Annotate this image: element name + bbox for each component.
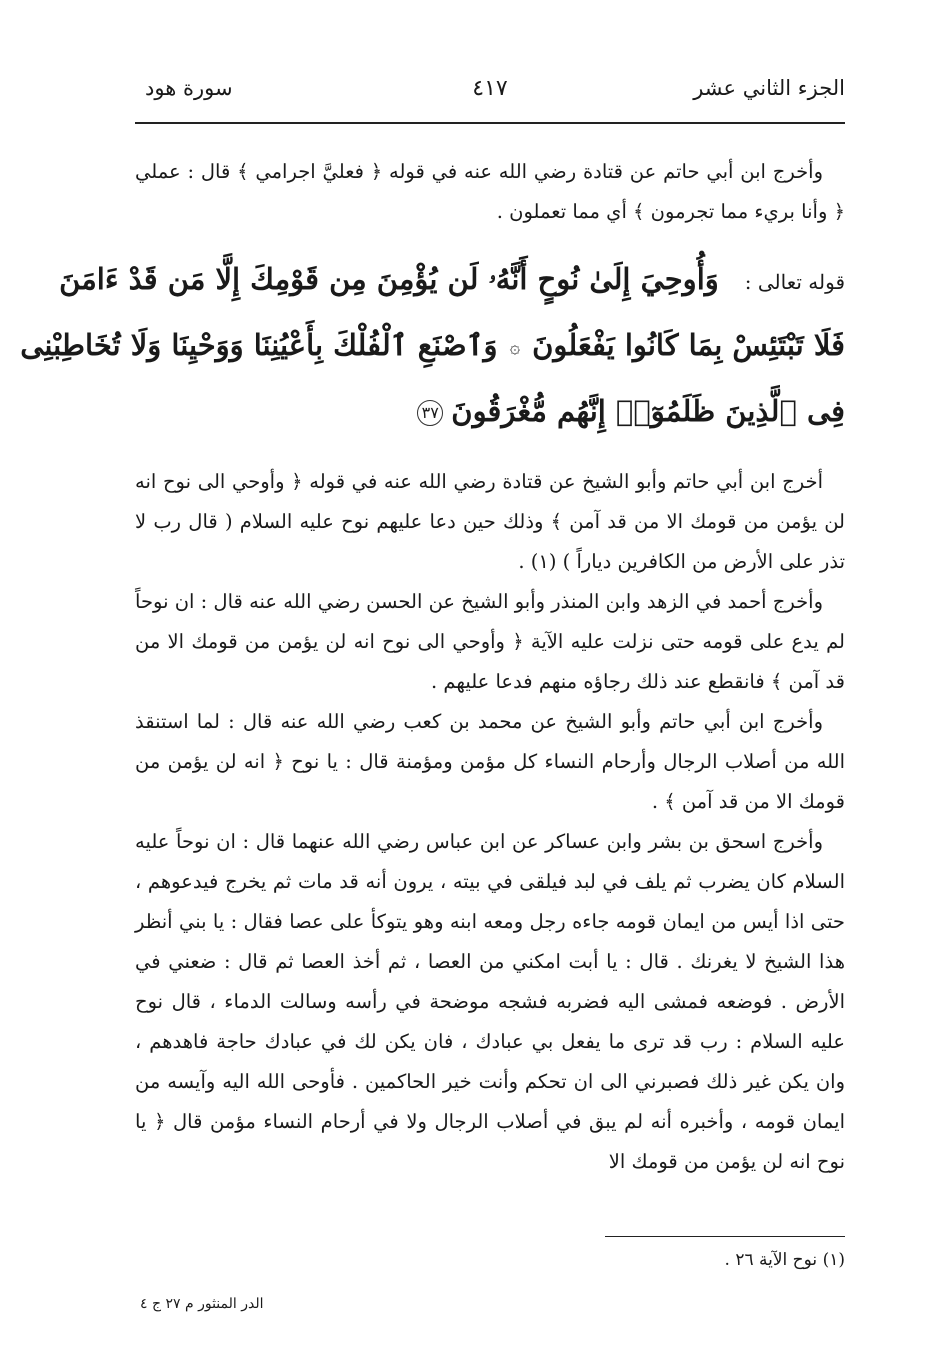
page-header: [135, 70, 845, 110]
footnote: (١) نوح الآية ٢٦ .: [724, 1250, 845, 1270]
paragraph: أخرج ابن أبي حاتم وأبو الشيخ عن قتادة رضي الله عنه في قوله ﴿ وأوحي الى نوح انه لن يؤمن من قومك الا من قد آمن ﴾ وذلك حين دعا عليهم نوح عليه السلام ( قال رب لا تذر على الأرض من الكافرين دياراً ) (١) .: [135, 470, 845, 573]
verse-text-line-2a: فَلَا تَبْتَئِسْ بِمَا كَانُوا يَفْعَلُونَ: [532, 328, 845, 362]
header-surah: سورة هود: [145, 76, 233, 100]
verse-text-line-2b: وَٱصْنَعِ ٱلْفُلْكَ بِأَعْيُنِنَا وَوَحْيِنَا وَلَا تُخَاطِبْنِى: [20, 328, 498, 362]
verse-line-3: [135, 394, 845, 428]
verse-text-line-1: وَأُوحِيَ إِلَىٰ نُوحٍ أَنَّهُۥ لَن يُؤْمِنَ مِن قَوْمِكَ إِلَّا مَن قَدْ ءَامَنَ: [59, 262, 719, 296]
opening-paragraph-block: [135, 152, 845, 232]
header-divider: [135, 122, 845, 124]
quran-verse-block: [20, 250, 845, 450]
paragraph: وأخرج أحمد في الزهد وابن المنذر وأبو الشيخ عن الحسن رضي الله عنه قال : ان نوحاً لم يدع على قومه حتى نزلت عليه الآية ﴿ وأوحي الى نوح انه لن يؤمن من قومك الا من قد آمن ﴾ فانقطع عند ذلك رجاؤه منهم فدعا عليهم .: [135, 590, 845, 693]
header-part: الجزء الثاني عشر: [693, 76, 845, 100]
footnote-divider: [605, 1236, 845, 1237]
ayah-number-marker: ٣٧: [417, 400, 443, 426]
paragraph: وأخرج ابن أبي حاتم وأبو الشيخ عن محمد بن كعب رضي الله عنه قال : لما استنقذ الله من أصلاب الرجال وأرحام النساء كل مؤمن ومؤمنة قال : يا نوح ﴿ انه لن يؤمن من قومك الا من قد آمن ﴾ .: [135, 710, 845, 813]
paragraph: وأخرج ابن أبي حاتم عن قتادة رضي الله عنه في قوله ﴿ فعليَّ اجرامي ﴾ قال : عملي ﴿ وأنا بريء مما تجرمون ﴾ أي مما تعملون .: [135, 160, 845, 223]
paragraph: وأخرج اسحق بن بشر وابن عساكر عن ابن عباس رضي الله عنهما قال : ان نوحاً عليه السلام كان يضرب ثم يلف في لبد فيلقى في بيته ، يرون أنه قد مات ثم يخرج فيدعوهم ، حتى اذا أيس من ايمان قومه جاءه رجل ومعه ابنه وهو يتوكأ على عصا فقال : يا بني أنظر هذا الشيخ لا يغرنك . قال : يا أبت امكني من العصا ، ثم أخذ العصا ثم قال : ضعني في الأرض . فوضعه فمشى اليه فضربه فشجه موضحة في رأسه وسالت الدماء ، قال نوح عليه السلام : رب قد ترى ما يفعل بي عبادك ، فان يكن لك في عبادك حاجة فاهدهم ، وان يكن غير ذلك فصبرني الى ان تحكم وأنت خير الحاكمين . فأوحى الله اليه وآيسه من ايمان قومه ، وأخبره أنه لم يبق في أصلاب الرجال ولا في أرحام النساء مؤمن قال ﴿ يا نوح انه لن يؤمن من قومك الا: [135, 830, 845, 1173]
verse-text-line-3: فِى ٱلَّذِينَ ظَلَمُوٓا۟ إِنَّهُم مُّغْرَقُونَ: [451, 394, 845, 428]
printer-signature: الدر المنثور م ٢٧ ج ٤: [140, 1296, 264, 1312]
commentary-block: [135, 462, 845, 1182]
ayah-ornament-icon: ۞: [509, 336, 521, 358]
page-number: ٤١٧: [472, 76, 508, 101]
verse-line-2: [20, 328, 845, 362]
verse-intro: قوله تعالى :: [744, 270, 845, 294]
verse-line-1: [59, 262, 845, 297]
